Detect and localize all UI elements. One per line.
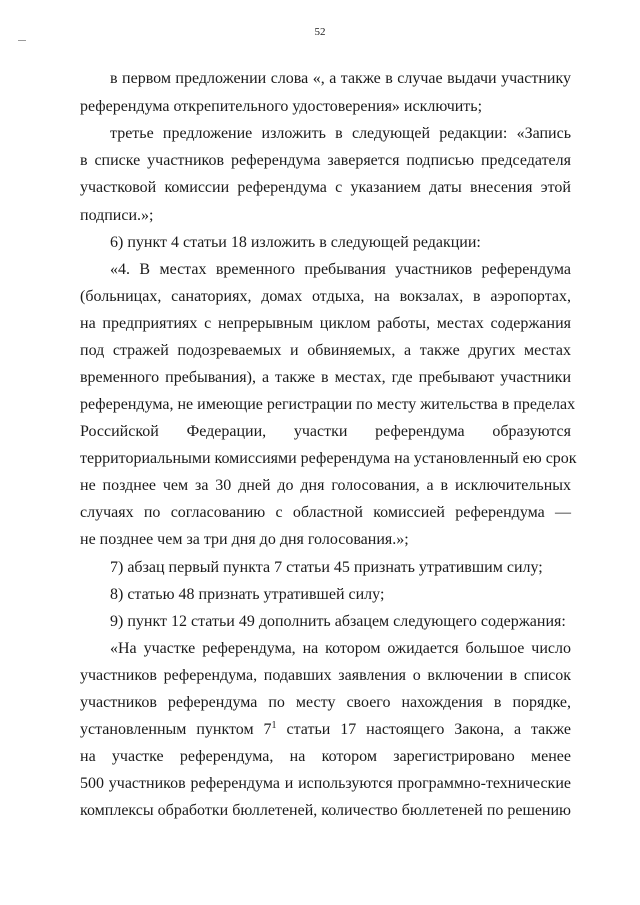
text-line: участковой комиссии референдума с указанием даты внесения этой — [80, 179, 571, 196]
text-line — [80, 720, 571, 740]
text-line: участников референдума, подавших заявления о включении в список — [80, 667, 571, 684]
text-line: референдума открепительного удостоверения» исключить; — [80, 98, 483, 115]
text-line: в первом предложении слова «, а также в случае выдачи участнику — [110, 70, 571, 87]
text-line: Российской Федерации, участки референдума образуются — [80, 423, 571, 440]
text-line: случаях по согласованию с областной комиссией референдума — — [80, 504, 571, 521]
text-line: в списке участников референдума заверяется подписью председателя — [80, 152, 571, 169]
text-fragment: установленным пунктом 7 — [80, 721, 272, 738]
superscript: 1 — [271, 720, 277, 731]
text-line: 6) пункт 4 статьи 18 изложить в следующей редакции: — [110, 234, 481, 251]
text-line: 8) статью 48 признать утратившей силу; — [110, 586, 385, 603]
text-line: 9) пункт 12 статьи 49 дополнить абзацем следующего содержания: — [110, 613, 566, 630]
margin-mark — [18, 40, 26, 41]
text-line: 500 участников референдума и используются программно-технические — [80, 775, 571, 792]
text-line: временного пребывания), а также в местах, где пребывают участники — [80, 369, 571, 386]
text-line: третье предложение изложить в следующей редакции: «Запись — [110, 125, 571, 142]
text-line: на участке референдума, на котором зарегистрировано менее — [80, 748, 571, 765]
text-line: подписи.»; — [80, 207, 154, 224]
text-line: (больницах, санаториях, домах отдыха, на вокзалах, в аэропортах, — [80, 288, 571, 305]
text-line: референдума, не имеющие регистрации по месту жительства в пределах — [80, 396, 576, 413]
text-line: территориальными комиссиями референдума на установленный ею срок — [80, 450, 577, 467]
page-number: 52 — [314, 26, 326, 38]
text-line: «4. В местах временного пребывания участников референдума — [110, 261, 571, 278]
text-line: участников референдума по месту своего нахождения в порядке, — [80, 694, 571, 711]
text-line: не позднее чем за 30 дней до дня голосования, а в исключительных — [80, 477, 571, 494]
text-line: комплексы обработки бюллетеней, количество бюллетеней по решению — [80, 802, 571, 819]
text-line: под стражей подозреваемых и обвиняемых, а также других местах — [80, 342, 571, 359]
text-line: «На участке референдума, на котором ожидается большое число — [110, 640, 571, 657]
text-line: на предприятиях с непрерывным циклом работы, местах содержания — [80, 315, 571, 332]
text-line: не позднее чем за три дня до дня голосования.»; — [80, 531, 409, 548]
text-line: 7) абзац первый пункта 7 статьи 45 признать утратившим силу; — [110, 559, 543, 576]
text-fragment: статьи 17 настоящего Закона, а также — [276, 721, 572, 738]
